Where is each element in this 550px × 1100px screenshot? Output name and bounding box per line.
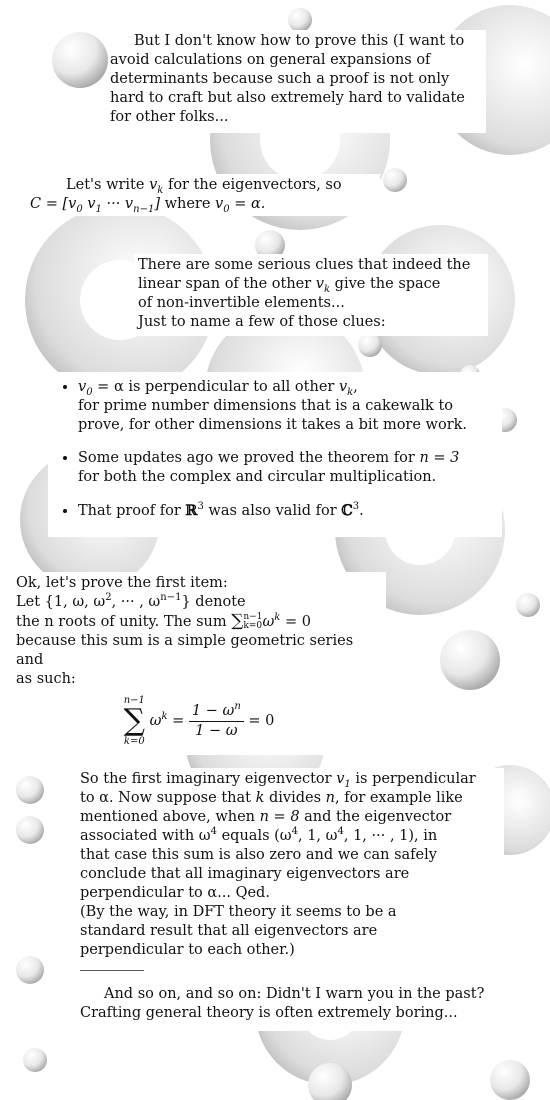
text: v xyxy=(338,379,348,395)
text: associated with ω xyxy=(80,828,211,844)
list-item xyxy=(78,501,498,521)
text: n = 8 xyxy=(259,809,300,825)
text: v xyxy=(149,177,158,193)
text: k=0 xyxy=(123,736,145,747)
text xyxy=(16,612,382,632)
text: for both the complex and circular multiplication. xyxy=(78,469,437,485)
list-item xyxy=(78,449,498,487)
text: v xyxy=(336,771,345,787)
clues-list-box xyxy=(48,372,502,537)
text: 1 − ω xyxy=(195,722,238,739)
text: k xyxy=(323,283,331,295)
text: as such: xyxy=(16,671,76,687)
text: n−1 xyxy=(133,203,155,215)
text: equals (ω xyxy=(216,828,292,844)
eigenvector-definition-box xyxy=(28,174,380,216)
text: give the space xyxy=(330,276,441,292)
text: to α. Now suppose that xyxy=(80,790,256,806)
text: 2 xyxy=(105,592,112,604)
list-item xyxy=(78,378,498,435)
text: C = [v xyxy=(30,196,77,212)
fraction xyxy=(189,702,244,741)
text: Just to name a few of those clues: xyxy=(138,314,386,330)
text: 0 xyxy=(223,203,230,215)
text: = α. xyxy=(229,196,266,212)
text: was also valid for xyxy=(203,503,342,519)
text: v xyxy=(215,196,224,212)
text: n−1 xyxy=(243,612,263,622)
text: n−1 xyxy=(160,592,182,604)
text: } denote xyxy=(181,594,246,610)
text: v xyxy=(315,276,324,292)
text: = 0 xyxy=(280,614,311,630)
text: for prime number dimensions that is a cakewalk to prove, for other dimensions it takes a bit more work. xyxy=(78,398,468,433)
text: k xyxy=(161,711,168,723)
text: is perpendicular xyxy=(350,771,476,787)
text: ∑ xyxy=(123,703,146,738)
text: conclude that all imaginary eigenvectors are xyxy=(80,866,410,882)
text: , for example like xyxy=(335,790,463,806)
geometric-series-equation xyxy=(16,695,382,747)
text: Some updates ago we proved the theorem for xyxy=(78,450,420,466)
text: where xyxy=(159,196,216,212)
text: ℂ xyxy=(341,502,353,519)
text: . xyxy=(359,503,364,519)
text: 4 xyxy=(210,826,217,838)
text: So the first imaginary eigenvector xyxy=(80,771,337,787)
roots-of-unity-box xyxy=(12,572,386,755)
text: , 1, ··· , 1), in xyxy=(343,828,438,844)
text: = 0 xyxy=(248,713,275,729)
text: standard result that all eigenvectors are xyxy=(80,923,378,939)
text: There are some serious clues that indeed the xyxy=(138,257,471,273)
text: That proof for xyxy=(78,503,186,519)
text: 4 xyxy=(291,826,298,838)
text: Let {1, ω, ω xyxy=(16,594,106,610)
text: 1 xyxy=(95,203,102,215)
text: the n roots of unity. The sum xyxy=(16,614,232,630)
text: 1 − ω xyxy=(191,702,235,719)
text: v xyxy=(78,379,87,395)
clues-intro-box xyxy=(134,254,488,336)
clues-list xyxy=(48,378,498,521)
text: 4 xyxy=(337,826,344,838)
text: divides xyxy=(264,790,326,806)
text: k=0 xyxy=(243,621,263,631)
text xyxy=(80,808,500,827)
intro-paragraph-box xyxy=(108,30,486,133)
text: 1 xyxy=(344,778,351,790)
text: n xyxy=(234,700,241,712)
text: v xyxy=(82,196,96,212)
text: Ok, let's prove the first item: xyxy=(16,575,228,591)
text: ··· v xyxy=(101,196,134,212)
text: , 1, ω xyxy=(297,828,338,844)
text: mentioned above, when xyxy=(80,809,260,825)
text: = xyxy=(172,713,185,729)
text: perpendicular to α... Qed. xyxy=(80,885,270,901)
text: 0 xyxy=(76,203,83,215)
text: k xyxy=(255,790,265,806)
text: because this sum is a simple geometric series and xyxy=(16,633,354,668)
text: , xyxy=(353,379,358,395)
text: 3 xyxy=(352,501,360,513)
text: for the eigenvectors, so xyxy=(163,177,342,193)
text: k xyxy=(347,386,354,398)
text: that case this sum is also zero and we can safely xyxy=(80,847,437,863)
text: ω xyxy=(262,614,275,630)
text: (By the way, in DFT theory it seems to be a xyxy=(80,904,397,920)
text: ∑ xyxy=(231,611,244,631)
text: k xyxy=(157,184,164,196)
matrix-definition xyxy=(30,195,376,214)
text: 3 xyxy=(197,501,204,513)
text: ℝ xyxy=(185,502,198,519)
text xyxy=(80,827,500,846)
footnote-rule xyxy=(80,970,144,971)
text: and the eigenvector xyxy=(299,809,452,825)
text: n = 3 xyxy=(419,450,460,466)
text: of non-invertible elements... xyxy=(138,295,345,311)
text: , ··· , ω xyxy=(111,594,161,610)
text xyxy=(80,770,500,789)
text: n xyxy=(325,790,335,806)
text xyxy=(80,789,500,808)
text: ω xyxy=(149,713,162,729)
text: ] xyxy=(154,196,160,212)
text: 0 xyxy=(86,386,93,398)
intro-paragraph: But I don't know how to prove this (I want to avoid calculations on general expansions of determinants because such a proof is not only hard to craft but also extremely hard to validate for other folks... xyxy=(110,33,465,125)
text: linear span of the other xyxy=(138,276,316,292)
text xyxy=(138,275,484,294)
closing-paragraph: And so on, and so on: Didn't I warn you in the past? Crafting general theory is often extremely boring... xyxy=(80,986,485,1021)
text: = α is perpendicular to all other xyxy=(92,379,339,395)
text: n−1 xyxy=(123,695,145,706)
text: Let's write xyxy=(66,177,150,193)
eigenvector-definition xyxy=(32,176,376,195)
proof-box xyxy=(76,768,504,1031)
text xyxy=(16,593,382,612)
text: perpendicular to each other.) xyxy=(80,942,295,958)
text: k xyxy=(274,612,281,624)
